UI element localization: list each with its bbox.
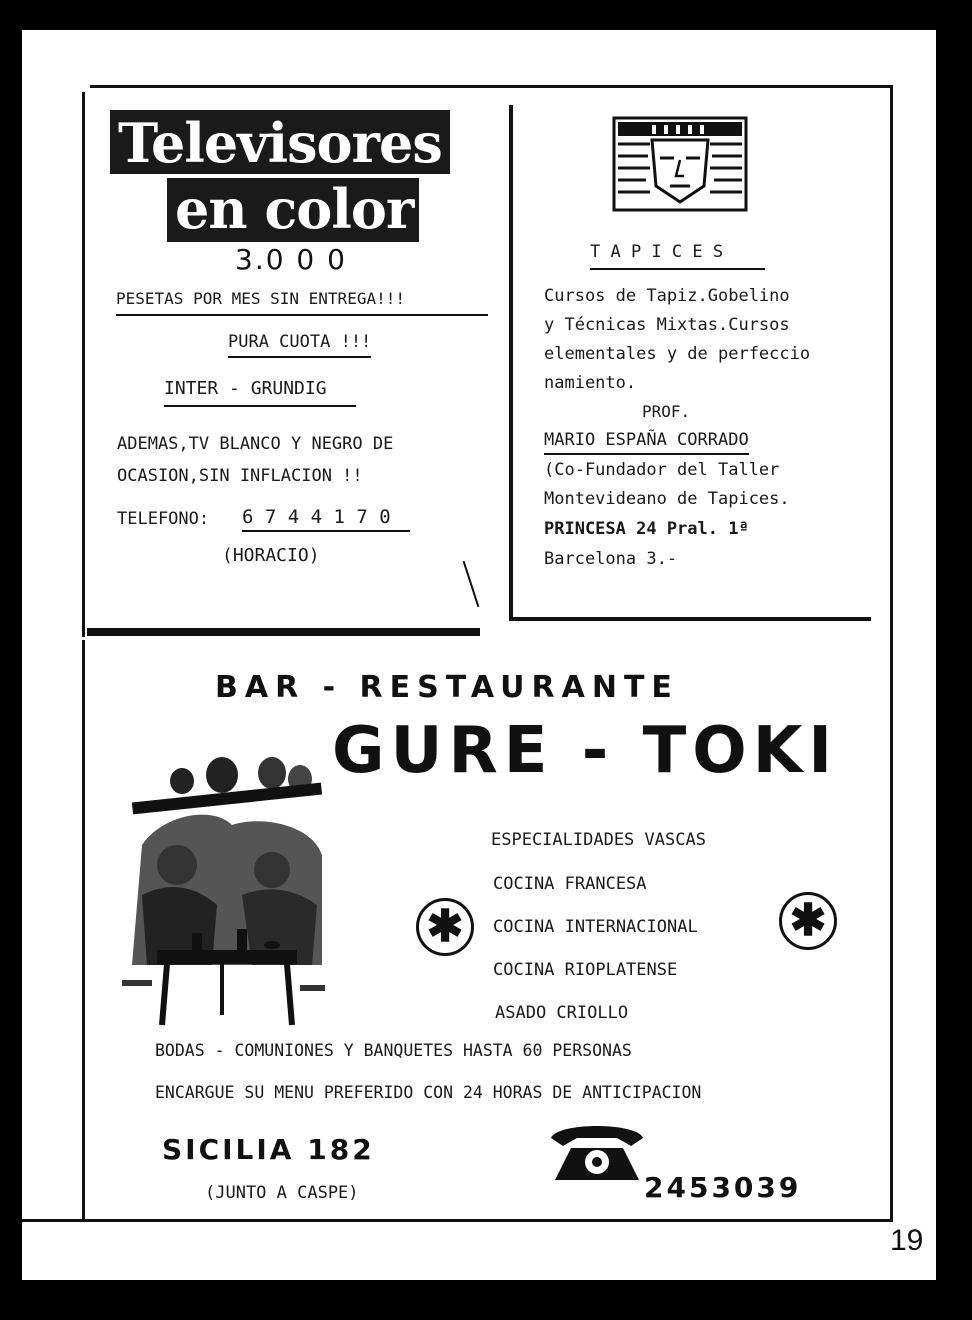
left-border-lower — [82, 640, 85, 1220]
telephone-icon — [547, 1120, 647, 1184]
restaurant-encargue-line: ENCARGUE SU MENU PREFERIDO CON 24 HORAS DE ANTICIPACION — [155, 1083, 702, 1102]
specialty-item: ESPECIALIDADES VASCAS — [491, 830, 706, 850]
tapices-line7: PRINCESA 24 Pral. 1ª — [544, 519, 749, 539]
tapices-line2: y Técnicas Mixtas.Cursos — [544, 315, 790, 335]
restaurant-bodas-line: BODAS - COMUNIONES Y BANQUETES HASTA 60 PERSONAS — [155, 1041, 632, 1060]
right-border — [890, 85, 893, 1220]
tv-price: 3.0 0 0 — [235, 243, 347, 276]
restaurant-address: SICILIA 182 — [162, 1133, 375, 1166]
tapices-line1: Cursos de Tapiz.Gobelino — [544, 286, 790, 306]
bottom-border — [22, 1219, 893, 1222]
asterisk-icon-left: ✱ — [416, 898, 474, 956]
page-number: 19 — [890, 1224, 924, 1257]
tv-headline-line2: en color — [167, 178, 419, 242]
tapices-line8: Barcelona 3.- — [544, 549, 678, 569]
specialty-item: COCINA RIOPLATENSE — [493, 960, 678, 980]
restaurant-name: GURE - TOKI — [332, 714, 839, 788]
tv-phone-label: TELEFONO: — [117, 509, 210, 529]
pen-stroke-mark — [463, 561, 480, 607]
tv-contact: (HORACIO) — [222, 545, 320, 566]
middle-divider — [509, 105, 513, 620]
tapices-title: T A P I C E S — [590, 242, 765, 270]
tapices-name: MARIO ESPAÑA CORRADO — [544, 430, 749, 455]
restaurant-phone: 2453039 — [644, 1171, 802, 1204]
tv-ademas-line: ADEMAS,TV BLANCO Y NEGRO DE — [117, 434, 394, 454]
restaurant-kicker: BAR - RESTAURANTE — [215, 670, 679, 705]
specialty-item: ASADO CRIOLLO — [495, 1003, 629, 1023]
restaurant-address-note: (JUNTO A CASPE) — [205, 1183, 359, 1203]
tv-cuota-line: PURA CUOTA !!! — [228, 332, 371, 358]
tapestry-face-logo — [612, 116, 748, 212]
tapices-line5: (Co-Fundador del Taller — [544, 460, 780, 480]
tapices-line6: Montevideano de Tapices. — [544, 489, 790, 509]
tv-ocasion-line: OCASION,SIN INFLACION !! — [117, 466, 363, 486]
tapices-line4: namiento. — [544, 373, 637, 393]
asterisk-icon-right: ✱ — [779, 892, 837, 950]
left-border — [82, 92, 85, 637]
top-border — [90, 85, 892, 88]
tapices-line3: elementales y de perfeccio — [544, 344, 811, 364]
tv-bottom-rule — [87, 628, 480, 636]
tv-headline-line1: Televisores — [110, 110, 450, 174]
tv-brands-line: INTER - GRUNDIG — [164, 378, 356, 407]
tv-pesetas-line: PESETAS POR MES SIN ENTREGA!!! — [116, 289, 488, 316]
tv-phone-number: 6 7 4 4 1 7 0 — [242, 506, 410, 532]
magazine-page — [22, 30, 936, 1280]
specialty-item: COCINA FRANCESA — [493, 874, 647, 894]
specialty-item: COCINA INTERNACIONAL — [493, 917, 698, 937]
tavern-illustration — [122, 745, 327, 1030]
tapices-bottom-rule — [509, 617, 871, 621]
tapices-prof: PROF. — [642, 402, 691, 421]
